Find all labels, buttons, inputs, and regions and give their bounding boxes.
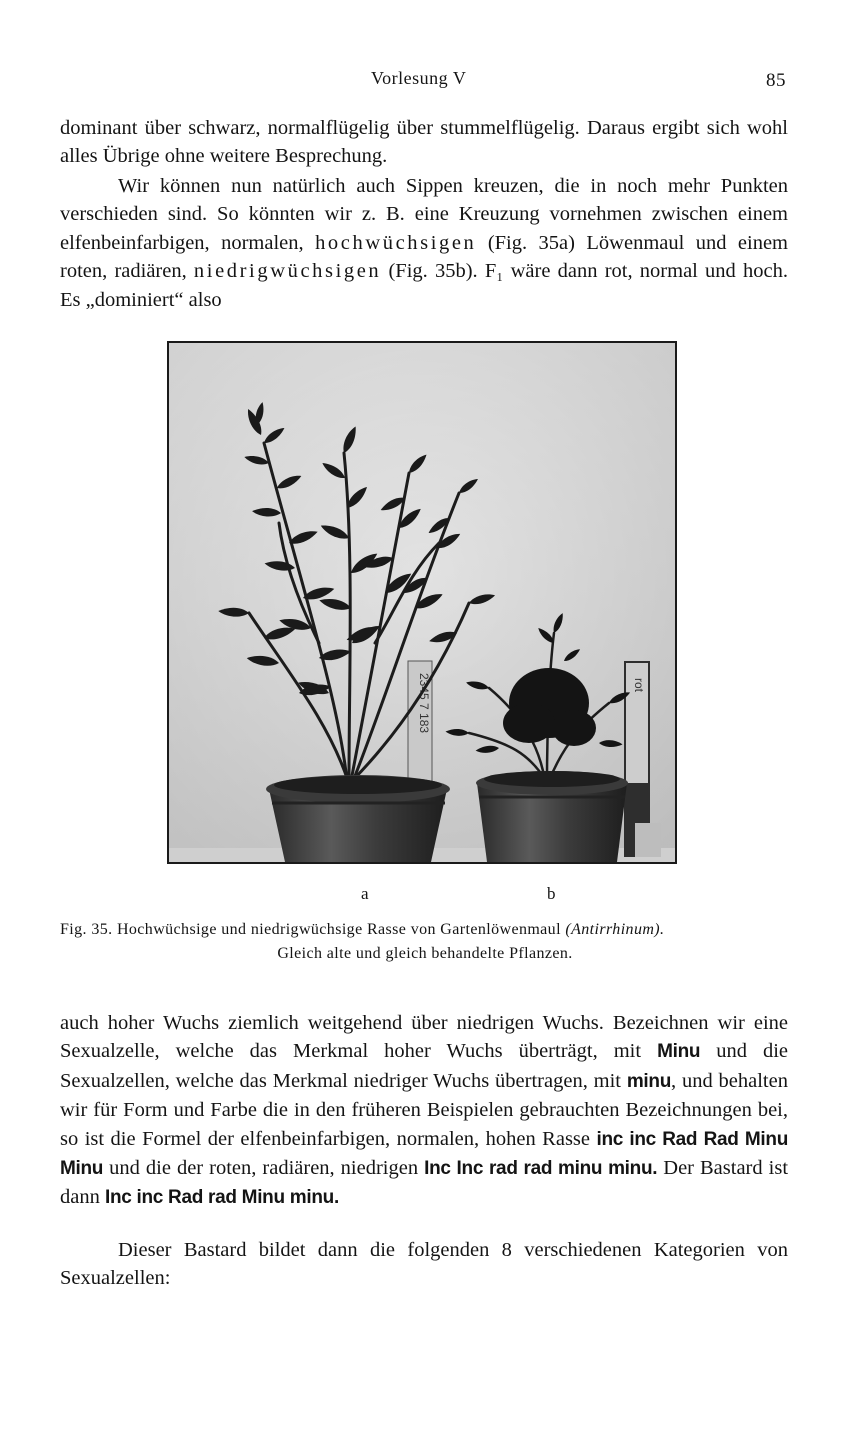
- paragraph-3: [60, 1009, 788, 1213]
- formula-hybrid: Inc inc Rad rad Minu minu.: [104, 1187, 339, 1209]
- caption-text: Fig. 35. Hochwüchsige und niedrigwüchsige Rasse von Gartenlöwenmaul: [60, 921, 561, 938]
- snapdragon-plants-illustration: [169, 343, 675, 862]
- running-head-title: Vorlesung V: [371, 68, 467, 88]
- paragraph-3-text-1: auch hoher Wuchs ziemlich weitgehend über niedrigen Wuchs. Bezeichnen wir eine Sexualzelle, welche das Merkmal hoher Wuchs überträgt, mit: [60, 1012, 788, 1063]
- paragraph-2: [60, 172, 788, 314]
- paragraph-3-text-3: , und behalten wir für Form und Farbe die in den früheren Beispielen gebrauchten Bezeichnungen bei, so ist die Formel der elfenbeinfarbigen, normalen, hohen Rasse: [60, 1069, 788, 1150]
- spaced-word-hochwuechsig: hochwüchsigen: [315, 231, 477, 254]
- flower-pot-a: [266, 775, 450, 862]
- running-head: [60, 64, 790, 94]
- spaced-word-niedrigwuechsig: niedrigwüchsigen: [193, 260, 382, 283]
- paragraph-2-text-1: Wir können nun natürlich auch Sippen kreuzen, die in noch mehr Punkten verschieden sind. So könnten wir z. B. eine Kreuzung vornehmen zwischen einem elfenbeinfarbigen, normalen,: [60, 175, 788, 254]
- formula-tall-race: inc inc Rad Rad Minu Minu: [60, 1128, 789, 1180]
- svg-text:2345 7 183: 2345 7 183: [417, 673, 431, 734]
- formula-minu-upper: Minu: [657, 1041, 701, 1063]
- plant-label-stake-a: [408, 661, 432, 781]
- figure-label-b: b: [547, 884, 556, 903]
- formula-short-race: Inc Inc rad rad minu minu.: [424, 1158, 658, 1180]
- paragraph-3-text-5: Der Bastard ist dann: [60, 1157, 789, 1209]
- paragraph-2-text-3: (Fig. 35b). F₁ wäre dann rot, normal und hoch. Es „dominiert“ also: [60, 260, 788, 311]
- paragraph-2-text-2: (Fig. 35a) Löwenmaul und einem roten, radiären,: [60, 231, 788, 283]
- caption-line-1: [60, 918, 790, 942]
- paragraph-3-text-2: und die Sexualzellen, welche das Merkmal niedriger Wuchs übertragen, mit: [60, 1040, 789, 1092]
- paragraph-1: dominant über schwarz, normalflügelig über stummelflügelig. Daraus ergibt sich wohl alles Übrige ohne weitere Besprechung.: [60, 117, 788, 168]
- figure-caption: [60, 918, 790, 966]
- page-number: 85: [766, 70, 786, 91]
- caption-italic-latin-name: (Antirrhinum).: [565, 921, 665, 938]
- figure-35-photograph: [167, 341, 677, 864]
- caption-line-2: Gleich alte und gleich behandelte Pflanzen.: [277, 945, 573, 962]
- svg-text:rot: rot: [632, 678, 646, 693]
- formula-minu-lower: minu: [626, 1070, 672, 1092]
- flower-pot-b: [476, 771, 628, 862]
- paragraph-3-text-4: und die der roten, radiären, niedrigen: [109, 1157, 419, 1180]
- figure-label-a: a: [361, 884, 369, 903]
- paragraph-4: Dieser Bastard bildet dann die folgenden 8 verschiedenen Kategorien von Sexualzellen:: [60, 1239, 788, 1290]
